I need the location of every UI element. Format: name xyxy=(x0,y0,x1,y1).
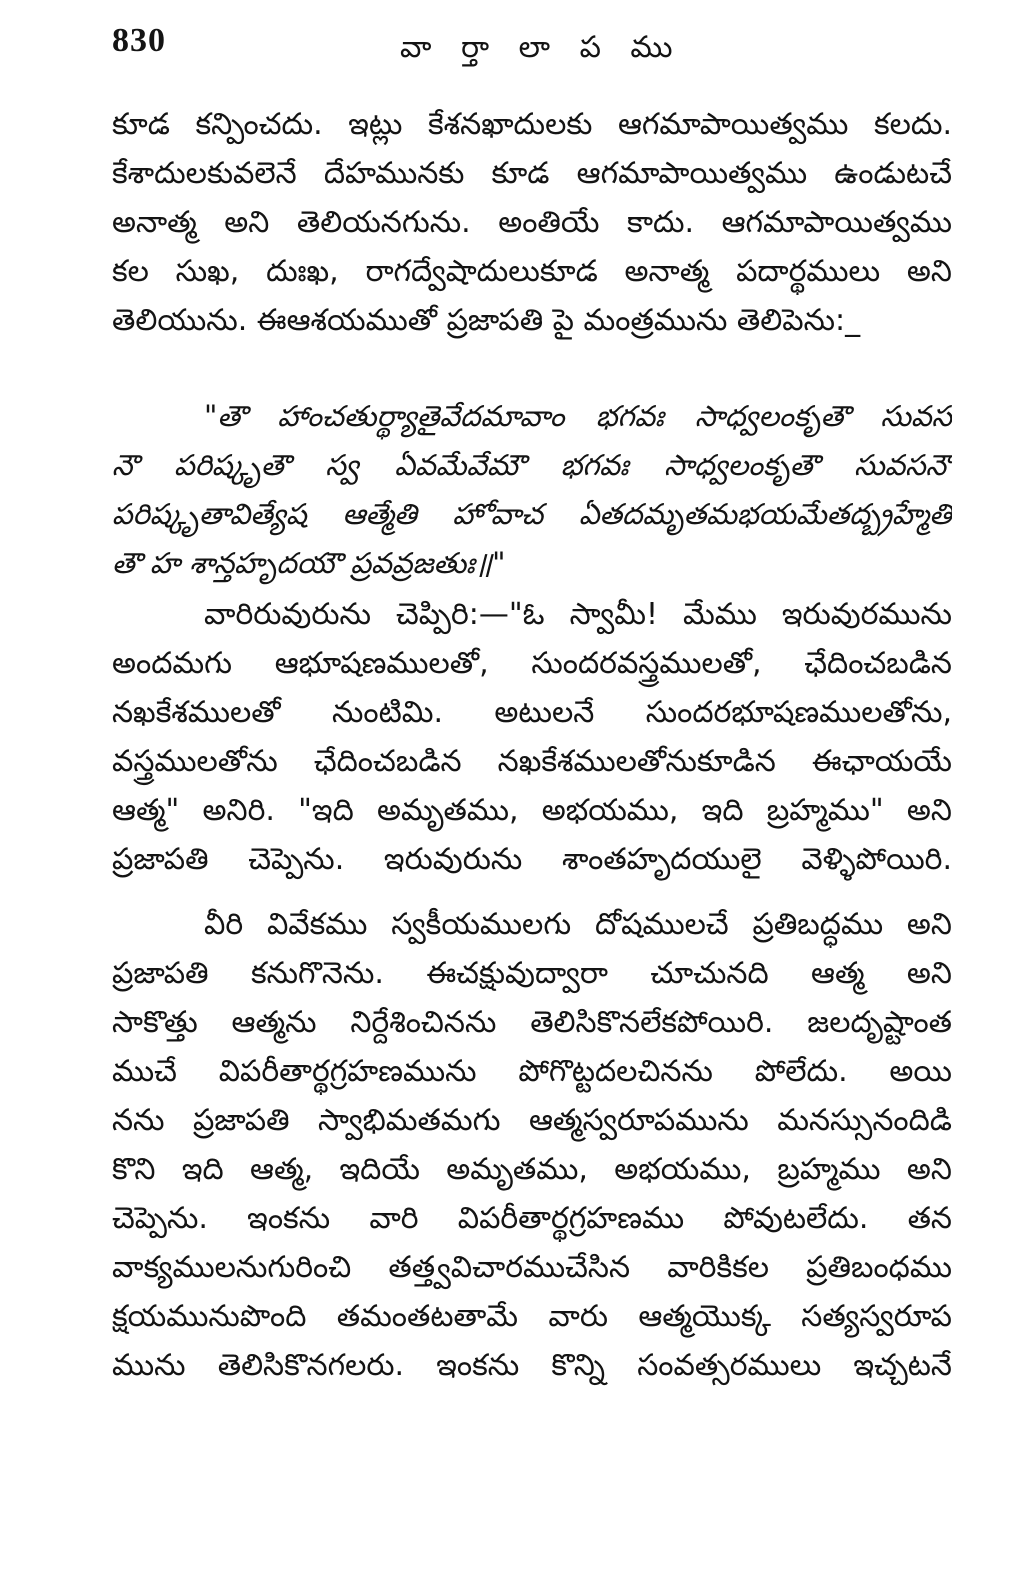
shloka-line: తౌ హ శాన్తహృదయౌ ప్రవవ్రజతుః॥" xyxy=(112,546,506,580)
shloka-line: నౌ పరిష్కృతౌ స్వ ఏవమేవేమౌ భగవః సాధ్వలంకృతౌ సువసనౌ xyxy=(112,448,952,482)
text-line: తెలియును. ఈఆశయముతో ప్రజాపతి పై మంత్రమును తెలిపెను:_ xyxy=(112,303,861,338)
text-line: నను ప్రజాపతి స్వాభిమతమగు ఆత్మస్వరూపమును మనస్సునందిడి xyxy=(112,1103,952,1138)
text-line: కేశాదులకువలెనే దేహమునకు కూడ ఆగమాపాయిత్వము ఉండుటచే xyxy=(112,156,952,191)
page-number: 830 xyxy=(112,22,166,59)
shloka-line: "తౌ హాంచతుర్థ్యాతైవేదమావాం భగవః సాధ్వలంకృతౌ సువస xyxy=(204,399,952,433)
text-line: కొని ఇది ఆత్మ, ఇదియే అమృతము, అభయము, బ్రహ్మము అని xyxy=(112,1152,952,1187)
text-line: ప్రజాపతి చెప్పెను. ఇరువురును శాంతహృదయులై వెళ్ళిపోయిరి. xyxy=(112,842,952,877)
text-line: మును తెలిసికొనగలరు. ఇంకను కొన్ని సంవత్సరములు ఇచ్చటనే xyxy=(112,1348,952,1383)
text-line: ప్రజాపతి కనుగొనెను. ఈచక్షువుద్వారా చూచునది ఆత్మ అని xyxy=(112,956,952,991)
paragraph-3 xyxy=(112,900,952,1390)
text-line: అందమగు ఆభూషణములతో, సుందరవస్త్రములతో, ఛేదించబడిన xyxy=(112,646,952,681)
text-line: చెప్పెను. ఇంకను వారి విపరీతార్థగ్రహణము పోవుటలేదు. తన xyxy=(112,1201,952,1236)
text-line: ఆత్మ" అనిరి. "ఇది అమృతము, అభయము, ఇది బ్రహ్మము" అని xyxy=(112,793,952,828)
text-line: అనాత్మ అని తెలియనగును. అంతియే కాదు. ఆగమాపాయిత్వము xyxy=(112,205,952,240)
shloka-line: పరిష్కృతావిత్యేష ఆత్మేతి హోవాచ ఏతదమృతమభయమేతద్బ్రహ్మేతి xyxy=(112,497,952,531)
text-line: సాకొత్తు ఆత్మను నిర్దేశించినను తెలిసికొనలేకపోయిరి. జలదృష్టాంత xyxy=(112,1005,952,1040)
paragraph-1 xyxy=(112,100,952,345)
text-line: వాక్యములనుగురించి తత్త్వవిచారముచేసిన వారికికల ప్రతిబంధము xyxy=(112,1250,952,1285)
text-line: వస్త్రములతోను ఛేదించబడిన నఖకేశములతోనుకూడిన ఈఛాయయే xyxy=(112,744,952,779)
running-title: వా ర్తా లా ప ము xyxy=(400,30,683,65)
text-line: వీరి వివేకము స్వకీయములగు దోషములచే ప్రతిబద్ధము అని xyxy=(204,907,952,942)
text-line: క్షయమునుపొంది తమంతటతామే వారు ఆత్మయొక్క సత్యస్వరూప xyxy=(112,1299,952,1334)
text-line: వారిరువురును చెప్పిరి:—"ఓ స్వామీ! మేము ఇరువురమును xyxy=(204,597,952,632)
paragraph-2 xyxy=(112,590,952,884)
text-line: ముచే విపరీతార్థగ్రహణమును పోగొట్టదలచినను పోలేదు. అయి xyxy=(112,1054,952,1089)
text-line: నఖకేశములతో నుంటిమి. అటులనే సుందరభూషణములతోను, xyxy=(112,695,952,730)
text-line: కల సుఖ, దుఃఖ, రాగద్వేషాదులుకూడ అనాత్మ పదార్థములు అని xyxy=(112,254,952,289)
sanskrit-quotation xyxy=(112,392,952,588)
text-line: కూడ కన్పించదు. ఇట్లు కేశనఖాదులకు ఆగమాపాయిత్వము కలదు. xyxy=(112,107,952,142)
